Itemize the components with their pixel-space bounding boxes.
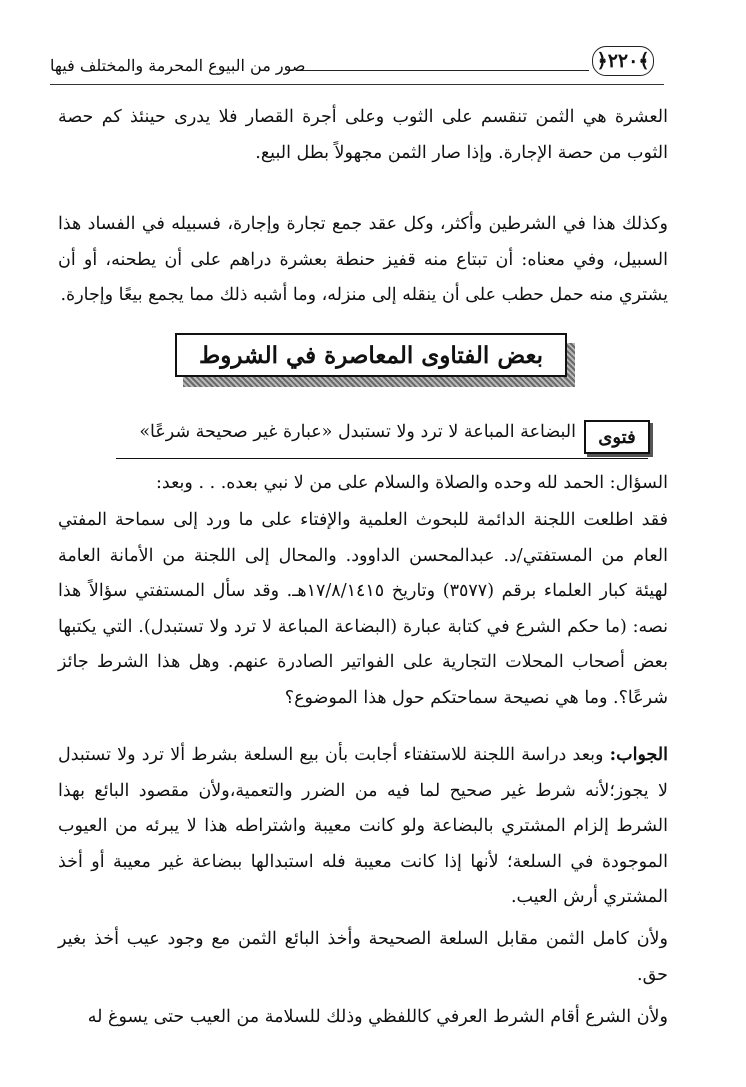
header-line — [297, 70, 589, 71]
answer-paragraph — [58, 738, 668, 916]
header-rule — [50, 84, 664, 85]
answer-paragraph-2: ولأن كامل الثمن مقابل السلعة الصحيحة وأخذ البائع الثمن مع وجود عيب أخذ بغير حق. — [58, 929, 668, 985]
running-title: صور من البيوع المحرمة والمختلف فيها — [50, 56, 306, 75]
question-line: السؤال: الحمد لله وحده والصلاة والسلام على من لا نبي بعده. . . وبعد: — [156, 473, 668, 493]
question-body: فقد اطلعت اللجنة الدائمة للبحوث العلمية والإفتاء على ما ورد إلى سماحة المفتي العام من المستفتي/د. عبدالمحسن الداوود. والمحال إلى اللجنة من الأمانة العامة لهيئة كبار العلماء برقم (٣٥٧٧) وتاريخ ١٧/٨/١٤١٥هـ. وقد سأل المستفتي سؤالاً هذا نصه: (ما حكم الشرع في كتابة عبارة (البضاعة المباعة لا ترد ولا تستبدل). التي يكتبها بعض أصحاب المحلات التجارية على الفواتير الصادرة عنهم. وهل هذا الشرط جائز شرعًا؟. وما هي نصيحة سماحتكم حول هذا الموضوع؟ — [58, 510, 668, 708]
page-number: ﴿٢٢٠﴾ — [592, 46, 654, 76]
section-title: بعض الفتاوى المعاصرة في الشروط — [198, 341, 543, 369]
answer-lead: الجواب: — [609, 745, 668, 765]
paragraph-1: العشرة هي الثمن تنقسم على الثوب وعلى أجرة القصار فلا يدرى حينئذ كم حصة الثوب من حصة الإجارة. وإذا صار الثمن مجهولاً بطل البيع. — [58, 107, 668, 163]
fatwa-badge: فتوى — [584, 420, 650, 454]
fatwa-heading: البضاعة المباعة لا ترد ولا تستبدل «عبارة غير صحيحة شرعًا» — [139, 422, 576, 442]
answer-paragraph-3: ولأن الشرع أقام الشرط العرفي كاللفظي وذلك للسلامة من العيب حتى يسوغ له — [87, 1007, 668, 1027]
section-box — [175, 333, 567, 377]
paragraph-2: وكذلك هذا في الشرطين وأكثر، وكل عقد جمع تجارة وإجارة، فسبيله في الفساد هذا السبيل، وفي معناه: أن تبتاع منه قفيز حنطة بعشرة دراهم على أن يطحنه، أو أن يشتري منه حمل حطب على أن ينقله إلى منزله، وما أشبه ذلك مما يجمع بيعًا وإجارة. — [58, 214, 668, 305]
answer-body: وبعد دراسة اللجنة للاستفتاء أجابت بأن بيع السلعة بشرط ألا ترد ولا تستبدل لا يجوز؛لأنه شرط غير صحيح لما فيه من الضرر والتعمية،ولأن مقصود البائع بهذا الشرط إلزام المشتري بالبضاعة ولو كانت معيبة واشتراطه هذا لا يبرئه من العيوب الموجودة في السلعة؛ لأنها إذا كانت معيبة فله استبدالها ببضاعة غير معيبة أو أخذ المشتري أرش العيب. — [58, 745, 668, 907]
fatwa-underline — [116, 458, 648, 459]
